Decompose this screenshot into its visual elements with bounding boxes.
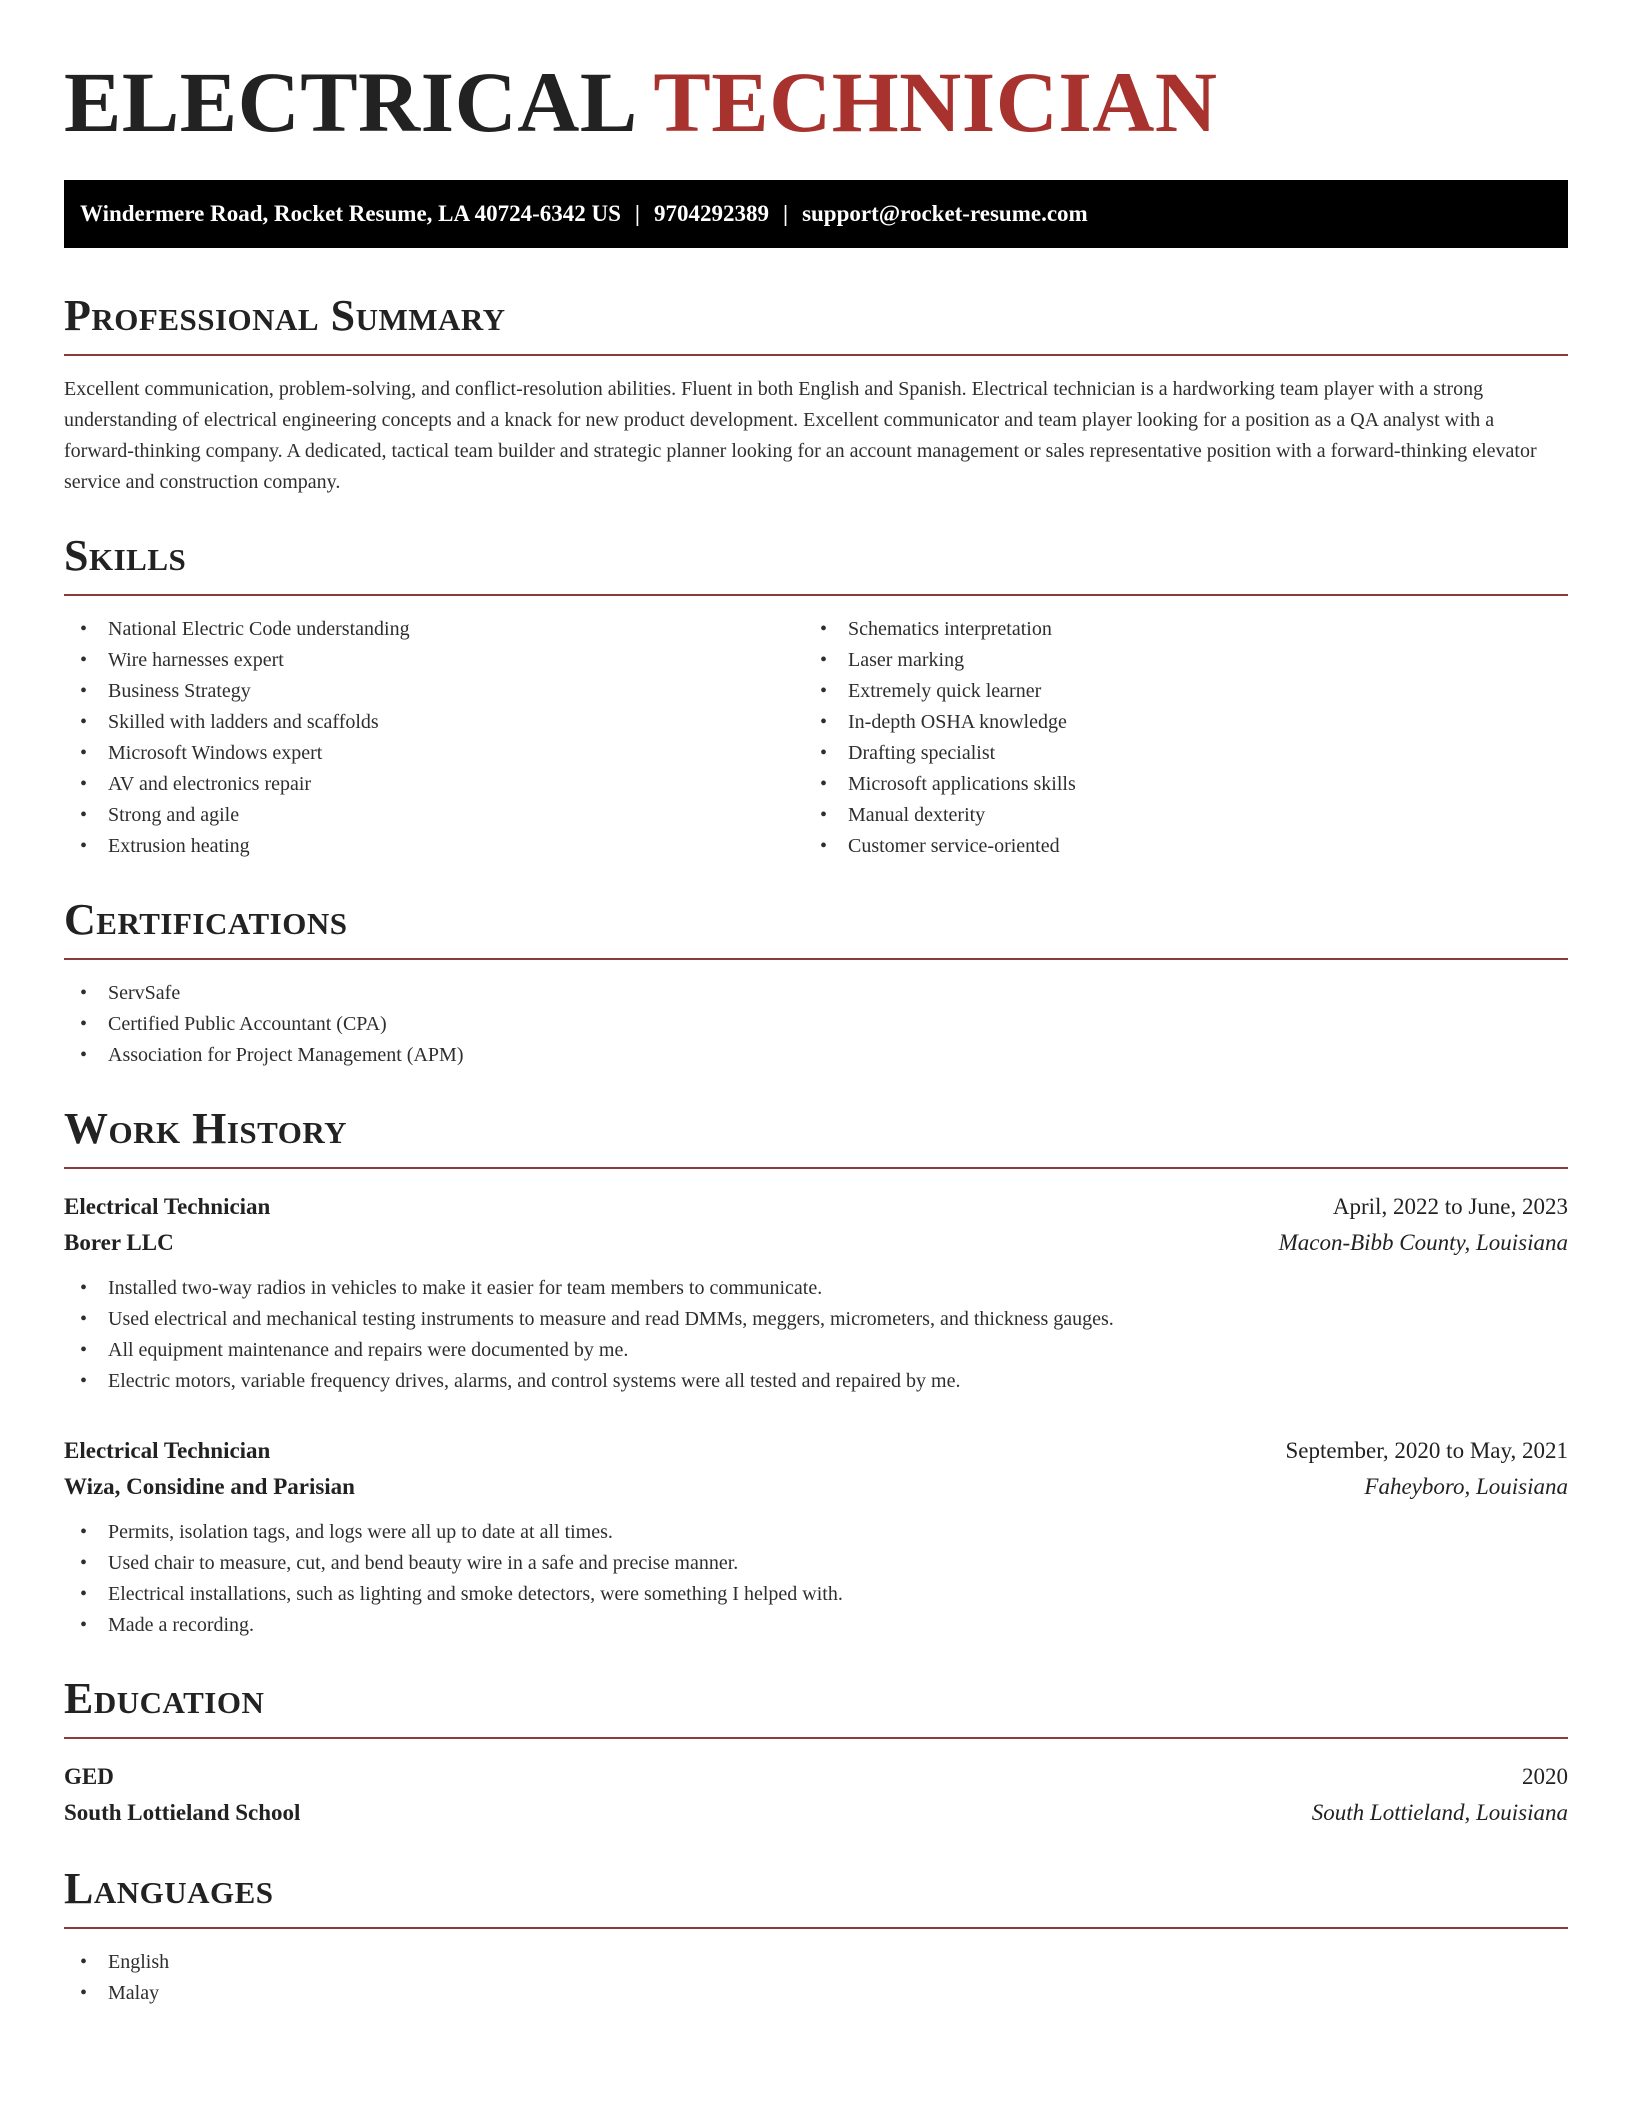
skill-item: • Extremely quick learner <box>804 676 1544 707</box>
job-bullet: • All equipment maintenance and repairs were documented by me. <box>64 1335 1568 1366</box>
skill-item: • Manual dexterity <box>804 800 1544 831</box>
job-company-row <box>64 1225 1568 1261</box>
certifications-section <box>64 896 1568 1071</box>
job-role: Electrical Technician <box>64 1438 271 1463</box>
education-degree: GED <box>64 1764 114 1789</box>
job-bullet: • Used chair to measure, cut, and bend beauty wire in a safe and precise manner. <box>64 1548 1568 1579</box>
job-location: Faheyboro, Louisiana <box>1364 1474 1568 1499</box>
name-first: ELECTRICAL <box>64 54 633 150</box>
education-school-row <box>64 1795 1568 1831</box>
section-title-skills: Skills <box>64 531 187 580</box>
job-bullet: • Used electrical and mechanical testing instruments to measure and read DMMs, meggers, micrometers, and thickness gauges. <box>64 1304 1568 1335</box>
section-divider <box>64 1737 1568 1739</box>
certification-item: • Association for Project Management (APM) <box>64 1040 1568 1071</box>
section-divider <box>64 1167 1568 1169</box>
job-location: Macon-Bibb County, Louisiana <box>1278 1230 1568 1255</box>
education-school: South Lottieland School <box>64 1800 301 1825</box>
skill-item: • Schematics interpretation <box>804 614 1544 645</box>
skill-item: • Laser marking <box>804 645 1544 676</box>
section-title-education: Education <box>64 1674 265 1723</box>
skill-item: • Microsoft applications skills <box>804 769 1544 800</box>
skills-grid <box>64 614 1568 862</box>
job-bullets <box>64 1273 1568 1397</box>
summary-text: Excellent communication, problem-solving, and conflict-resolution abilities. Fluent in both English and Spanish. Electrical technician is a hardworking team player with a strong understanding of electrical engineering concepts and a knack for new product development. Excellent communicator and team player looking for a position as a QA analyst with a forward-thinking company. A dedicated, tactical team builder and strategic planner looking for an account management or sales representative position with a forward-thinking elevator service and construction company. <box>64 378 1537 493</box>
skills-list-right <box>804 614 1544 862</box>
contact-email: support@rocket-resume.com <box>802 201 1088 226</box>
education-section <box>64 1675 1568 1831</box>
education-location: South Lottieland, Louisiana <box>1311 1800 1568 1825</box>
job-company: Wiza, Considine and Parisian <box>64 1474 355 1499</box>
section-divider <box>64 958 1568 960</box>
contact-phone: 9704292389 <box>653 201 769 226</box>
job-entry <box>64 1433 1568 1641</box>
skill-item: • Extrusion heating <box>64 831 804 862</box>
section-divider <box>64 594 1568 596</box>
section-title-summary: Professional Summary <box>64 291 506 340</box>
job-company-row <box>64 1469 1568 1505</box>
certifications-list <box>64 978 1568 1071</box>
name-last: TECHNICIAN <box>653 54 1218 150</box>
skill-item: • Microsoft Windows expert <box>64 738 804 769</box>
contact-separator: | <box>634 201 640 226</box>
skill-item: • Strong and agile <box>64 800 804 831</box>
job-dates: September, 2020 to May, 2021 <box>1285 1438 1568 1463</box>
skill-item: • National Electric Code understanding <box>64 614 804 645</box>
job-role: Electrical Technician <box>64 1194 271 1219</box>
skills-section <box>64 532 1568 862</box>
job-dates: April, 2022 to June, 2023 <box>1332 1194 1568 1219</box>
job-entry <box>64 1189 1568 1397</box>
job-bullet: • Electrical installations, such as lighting and smoke detectors, were something I helped with. <box>64 1579 1568 1610</box>
job-bullet: • Made a recording. <box>64 1610 1568 1641</box>
section-title-certifications: Certifications <box>64 895 348 944</box>
education-header-row <box>64 1759 1568 1795</box>
skill-item: • Skilled with ladders and scaffolds <box>64 707 804 738</box>
contact-separator: | <box>782 201 789 226</box>
languages-section <box>64 1865 1568 2009</box>
job-header-row <box>64 1189 1568 1225</box>
skill-item: • Customer service-oriented <box>804 831 1544 862</box>
section-divider <box>64 1927 1568 1929</box>
section-divider <box>64 354 1568 356</box>
summary-section <box>64 292 1568 498</box>
job-bullets <box>64 1517 1568 1641</box>
language-item: • Malay <box>64 1978 1568 2009</box>
skill-item: • In-depth OSHA knowledge <box>804 707 1544 738</box>
skill-item: • AV and electronics repair <box>64 769 804 800</box>
job-header-row <box>64 1433 1568 1469</box>
language-item: • English <box>64 1947 1568 1978</box>
certification-item: • ServSafe <box>64 978 1568 1009</box>
education-entry <box>64 1759 1568 1831</box>
job-bullet: • Installed two-way radios in vehicles to make it easier for team members to communicate. <box>64 1273 1568 1304</box>
resume-name <box>64 56 1568 148</box>
education-year: 2020 <box>1522 1764 1568 1789</box>
job-company: Borer LLC <box>64 1230 174 1255</box>
skill-item: • Wire harnesses expert <box>64 645 804 676</box>
job-bullet: • Electric motors, variable frequency drives, alarms, and control systems were all tested and repaired by me. <box>64 1366 1568 1397</box>
work-history-section <box>64 1105 1568 1641</box>
skill-item: • Business Strategy <box>64 676 804 707</box>
languages-list <box>64 1947 1568 2009</box>
skill-item: • Drafting specialist <box>804 738 1544 769</box>
section-title-languages: Languages <box>64 1864 274 1913</box>
job-bullet: • Permits, isolation tags, and logs were all up to date at all times. <box>64 1517 1568 1548</box>
contact-bar <box>64 180 1568 248</box>
skills-list-left <box>64 614 804 862</box>
certification-item: • Certified Public Accountant (CPA) <box>64 1009 1568 1040</box>
section-title-work-history: Work History <box>64 1104 348 1153</box>
contact-address: Windermere Road, Rocket Resume, LA 40724-6342 US <box>80 201 621 226</box>
